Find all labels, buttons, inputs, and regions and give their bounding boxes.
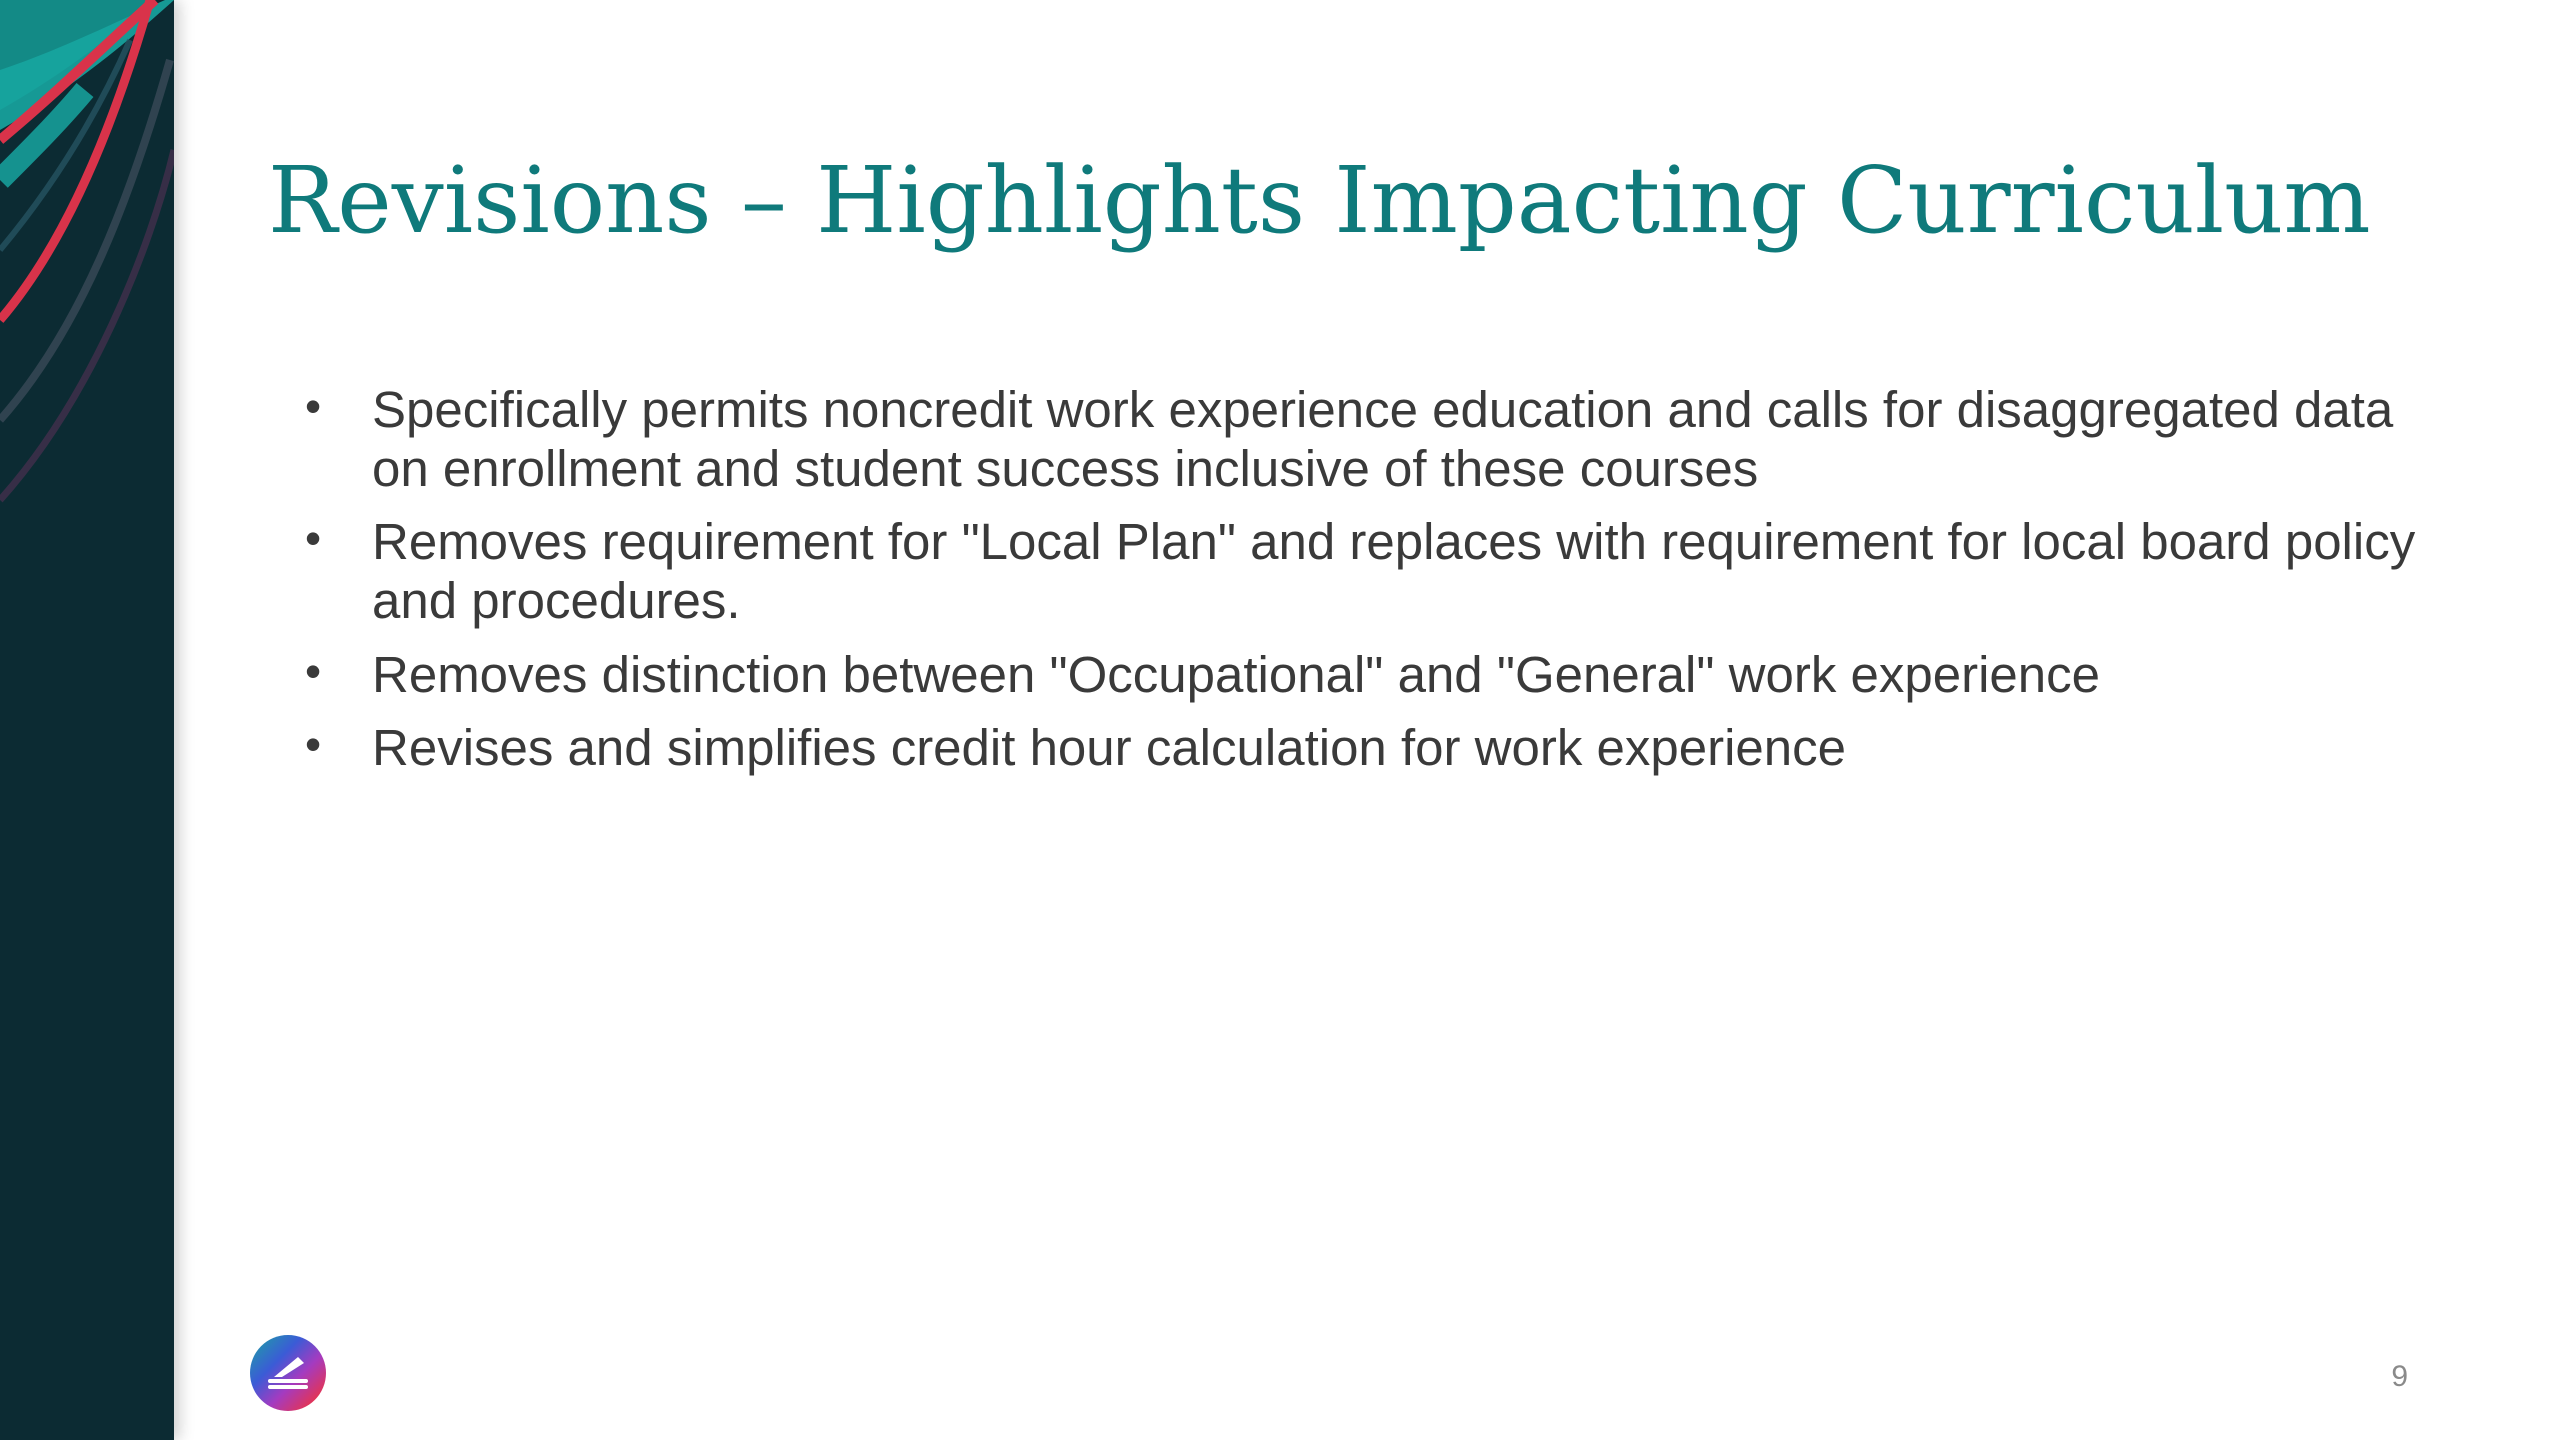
bullet-marker: • <box>304 644 322 697</box>
bullet-item <box>298 718 2438 777</box>
slide-title: Revisions – Highlights Impacting Curriculum <box>268 147 2371 254</box>
bullet-text: Removes distinction between "Occupational" and "General" work experience <box>372 645 2100 703</box>
bullet-marker: • <box>304 717 322 770</box>
bullet-list <box>298 380 2438 791</box>
bullet-item <box>298 380 2438 498</box>
bullet-item <box>298 645 2438 704</box>
rainbow-circle-logo-icon <box>248 1333 328 1413</box>
bullet-text: Removes requirement for "Local Plan" and replaces with requirement for local board policy and procedures. <box>372 513 2416 630</box>
ribbon-decoration-icon <box>0 0 174 1440</box>
page-number: 9 <box>2391 1360 2408 1393</box>
bullet-text: Revises and simplifies credit hour calculation for work experience <box>372 718 1846 776</box>
decorative-side-band <box>0 0 174 1440</box>
bullet-item <box>298 512 2438 630</box>
bullet-marker: • <box>304 380 322 432</box>
bullet-marker: • <box>304 512 322 565</box>
bullet-text: Specifically permits noncredit work experience education and calls for disaggregated data on enrollment and student success inclusive of these courses <box>372 381 2394 498</box>
